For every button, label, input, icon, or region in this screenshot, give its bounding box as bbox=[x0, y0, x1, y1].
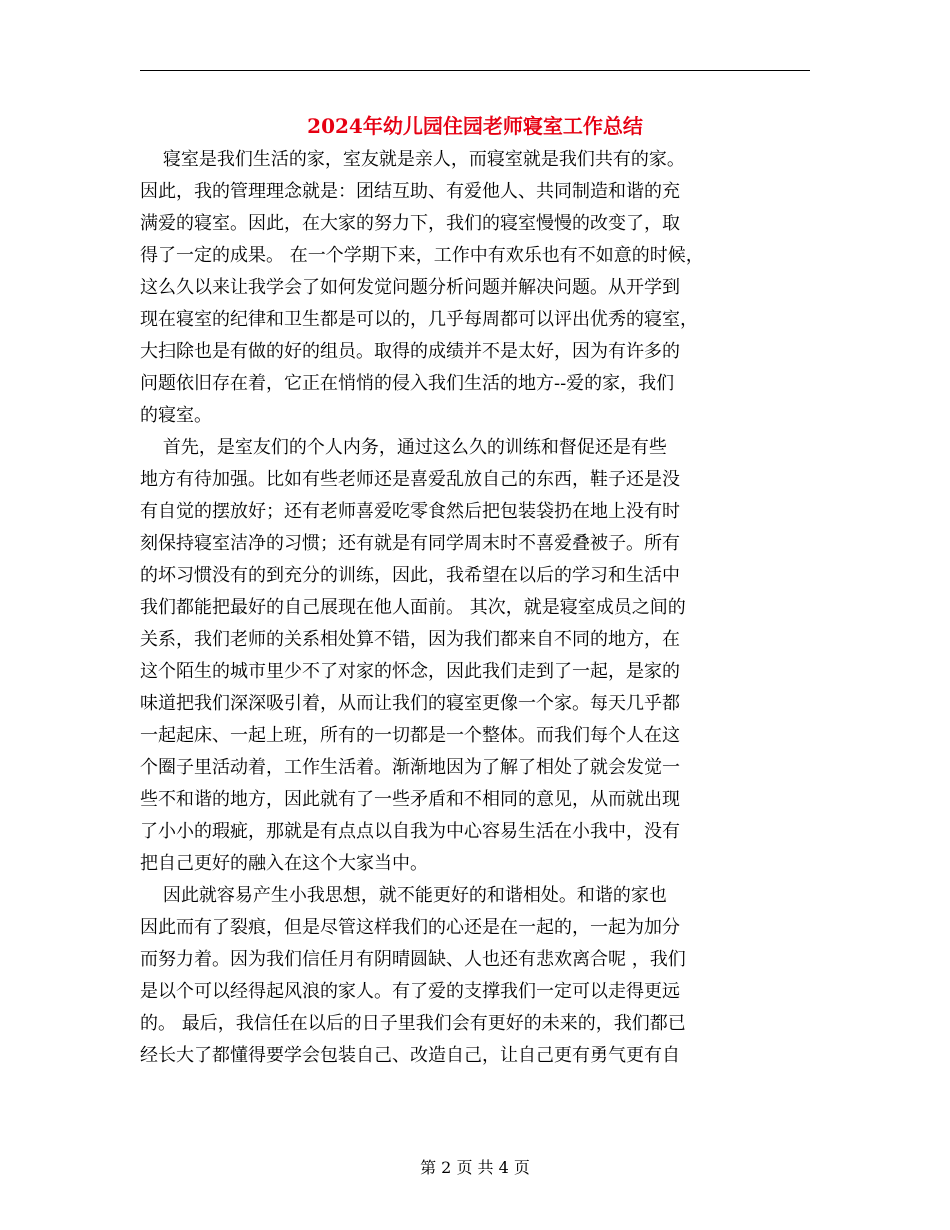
body-line: 这个陌生的城市里少不了对家的怀念，因此我们走到了一起，是家的 bbox=[140, 661, 680, 682]
body-line: 刻保持寝室洁净的习惯；还有就是有同学周末时不喜爱叠被子。所有 bbox=[140, 533, 680, 554]
body-line: 的坏习惯没有的到充分的训练，因此，我希望在以后的学习和生活中 bbox=[140, 565, 680, 586]
body-line: 因此而有了裂痕，但是尽管这样我们的心还是在一起的，一起为加分 bbox=[140, 917, 680, 938]
body-line: 些不和谐的地方，因此就有了一些矛盾和不相同的意见，从而就出现 bbox=[140, 789, 680, 810]
body-line: 现在寝室的纪律和卫生都是可以的，几乎每周都可以评出优秀的寝室， bbox=[140, 309, 698, 330]
body-line: 是以个可以经得起风浪的家人。有了爱的支撑我们一定可以走得更远 bbox=[140, 981, 680, 1002]
body-line: 寝室是我们生活的家，室友就是亲人，而寝室就是我们共有的家。 bbox=[140, 149, 685, 170]
body-line: 我们都能把最好的自己展现在他人面前。 其次，就是寝室成员之间的 bbox=[140, 597, 686, 618]
body-line: 这么久以来让我学会了如何发觉问题分析问题并解决问题。从开学到 bbox=[140, 277, 680, 298]
body-line: 关系，我们老师的关系相处算不错，因为我们都来自不同的地方，在 bbox=[140, 629, 680, 650]
body-line: 首先，是室友们的个人内务，通过这么久的训练和督促还是有些 bbox=[140, 437, 667, 458]
body-line: 地方有待加强。比如有些老师还是喜爱乱放自己的东西，鞋子还是没 bbox=[140, 469, 680, 490]
body-line: 的寝室。 bbox=[140, 405, 212, 426]
body-line: 味道把我们深深吸引着，从而让我们的寝室更像一个家。每天几乎都 bbox=[140, 693, 680, 714]
body-line: 问题依旧存在着，它正在悄悄的侵入我们生活的地方--爱的家，我们 bbox=[140, 373, 675, 394]
body-line: 个圈子里活动着，工作生活着。渐渐地因为了解了相处了就会发觉一 bbox=[140, 757, 680, 778]
page-number: 第 2 页 共 4 页 bbox=[420, 1158, 530, 1177]
body-line: 因此就容易产生小我思想，就不能更好的和谐相处。和谐的家也 bbox=[140, 885, 667, 906]
body-line: 的。 最后，我信任在以后的日子里我们会有更好的未来的，我们都已 bbox=[140, 1013, 686, 1034]
body-line: 得了一定的成果。 在一个学期下来，工作中有欢乐也有不如意的时候， bbox=[140, 245, 704, 266]
document-title: 2024年幼儿园住园老师寝室工作总结 bbox=[307, 114, 643, 138]
body-line: 满爱的寝室。因此，在大家的努力下，我们的寝室慢慢的改变了，取 bbox=[140, 213, 680, 234]
body-line: 把自己更好的融入在这个大家当中。 bbox=[140, 853, 428, 874]
body-line: 大扫除也是有做的好的组员。取得的成绩并不是太好，因为有许多的 bbox=[140, 341, 680, 362]
body-line: 一起起床、一起上班，所有的一切都是一个整体。而我们每个人在这 bbox=[140, 725, 680, 746]
body-line: 因此，我的管理理念就是：团结互助、有爱他人、共同制造和谐的充 bbox=[140, 181, 680, 202]
body-line: 经长大了都懂得要学会包装自己、改造自己，让自己更有勇气更有自 bbox=[140, 1045, 680, 1066]
body-line: 了小小的瑕疵，那就是有点点以自我为中心容易生活在小我中，没有 bbox=[140, 821, 680, 842]
header-rule bbox=[140, 70, 810, 71]
body-line: 而努力着。因为我们信任月有阴晴圆缺、人也还有悲欢离合呢 ，我们 bbox=[140, 949, 686, 970]
document-body bbox=[140, 144, 812, 1072]
body-line: 有自觉的摆放好；还有老师喜爱吃零食然后把包装袋扔在地上没有时 bbox=[140, 501, 680, 522]
